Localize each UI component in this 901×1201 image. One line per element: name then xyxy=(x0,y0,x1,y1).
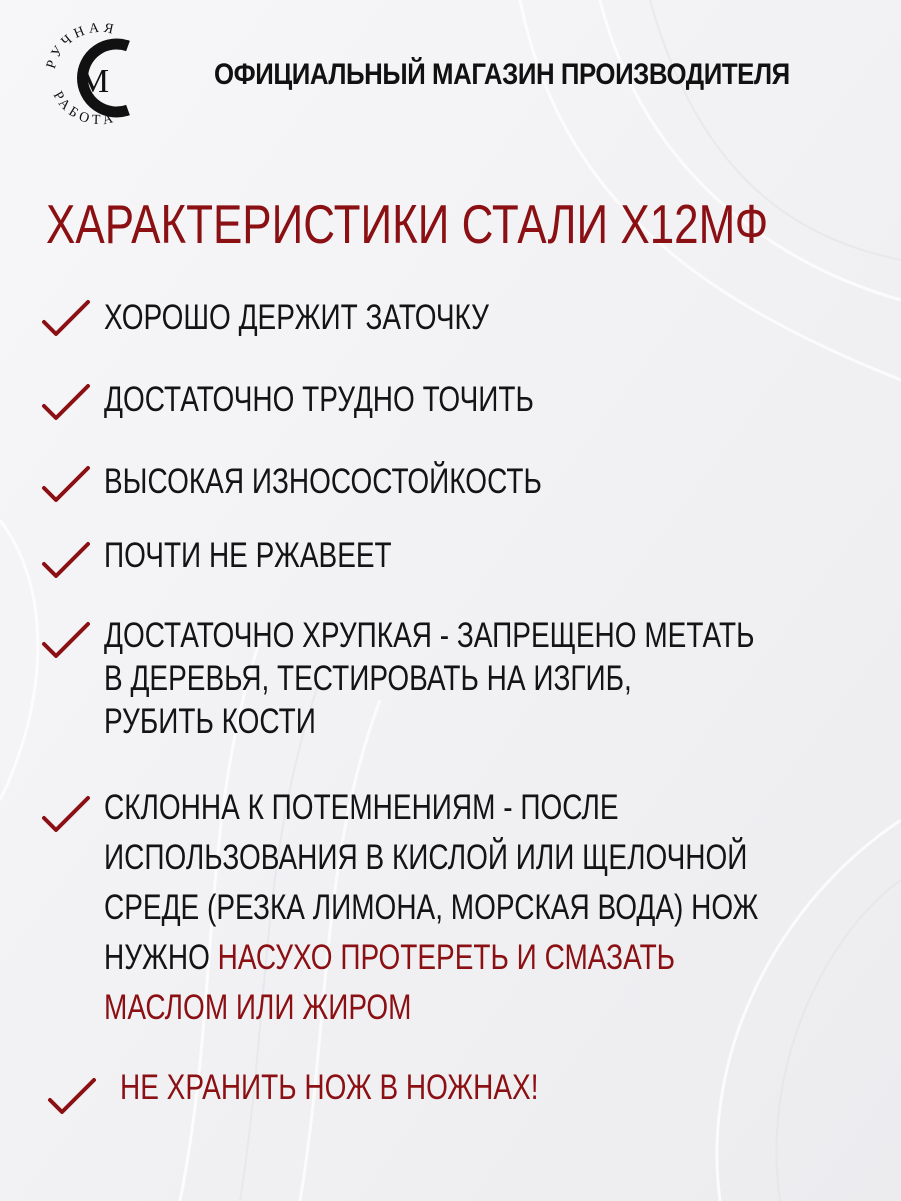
item-line: В ДЕРЕВЬЯ, ТЕСТИРОВАТЬ НА ИЗГИБ, xyxy=(104,659,632,698)
checkmark-icon xyxy=(46,1074,98,1118)
page-title: ХАРАКТЕРИСТИКИ СТАЛИ Х12МФ xyxy=(46,193,769,255)
item-text-plain: НУЖНО xyxy=(104,938,218,977)
logo-arc-top: РУЧНАЯ xyxy=(43,20,119,71)
item-line: ПОЧТИ НЕ РЖАВЕЕТ xyxy=(104,536,392,575)
item-text-accent: НАСУХО ПРОТЕРЕТЬ И СМАЗАТЬ xyxy=(217,938,676,977)
checkmark-icon xyxy=(40,462,92,506)
monogram-logo-icon xyxy=(36,14,164,142)
svg-text:M: M xyxy=(78,63,110,100)
item-line: ДОСТАТОЧНО ТРУДНО ТОЧИТЬ xyxy=(104,380,534,419)
checkmark-icon xyxy=(40,380,92,424)
item-line: ДОСТАТОЧНО ХРУПКАЯ - ЗАПРЕЩЕНО МЕТАТЬ xyxy=(104,616,755,655)
item-line: СКЛОННА К ПОТЕМНЕНИЯМ - ПОСЛЕ xyxy=(104,788,619,827)
item-line: ХОРОШО ДЕРЖИТ ЗАТОЧКУ xyxy=(104,298,489,337)
item-line-accent: НЕ ХРАНИТЬ НОЖ В НОЖНАХ! xyxy=(120,1068,539,1107)
checkmark-icon xyxy=(40,538,92,582)
checkmark-icon xyxy=(40,618,92,662)
item-line-accent: МАСЛОМ ИЛИ ЖИРОМ xyxy=(104,988,412,1027)
checkmark-icon xyxy=(40,296,92,340)
checkmark-icon xyxy=(40,792,92,836)
item-line: РУБИТЬ КОСТИ xyxy=(104,702,316,741)
item-line xyxy=(104,936,675,979)
item-line: СРЕДЕ (РЕЗКА ЛИМОНА, МОРСКАЯ ВОДА) НОЖ xyxy=(104,888,759,927)
logo-arc-bottom: РАБОТА xyxy=(49,89,119,129)
item-line: ИСПОЛЬЗОВАНИЯ В КИСЛОЙ ИЛИ ЩЕЛОЧНОЙ xyxy=(104,838,748,877)
item-line: ВЫСОКАЯ ИЗНОСОСТОЙКОСТЬ xyxy=(104,462,542,501)
store-title: ОФИЦИАЛЬНЫЙ МАГАЗИН ПРОИЗВОДИТЕЛЯ xyxy=(214,58,790,91)
